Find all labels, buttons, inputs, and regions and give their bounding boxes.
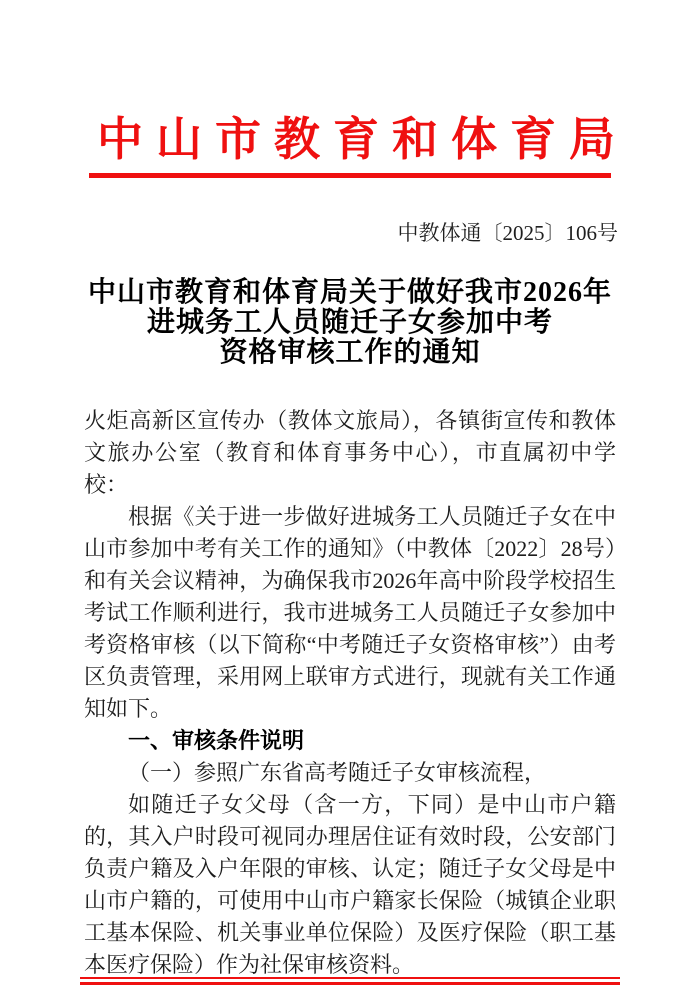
document-number: 中教体通〔2025〕106号 — [397, 221, 618, 245]
basis-paragraph: 根据《关于进一步做好进城务工人员随迁子女在中山市参加中考有关工作的通知》（中教体〔2022〕28号）和有关会议精神，为确保我市2026年高中阶段学校招生考试工作顺利进行，我市进城务工人员随迁子女参加中考资格审核（以下简称“中考随迁子女资格审核”）由考区负责管理，采用网上联审方式进行，现就有关工作通知如下。 — [84, 504, 616, 721]
letterhead-agency-name: 中山市教育和体育局 — [97, 114, 628, 165]
letterhead-divider-line — [89, 173, 611, 178]
section-1-heading: 一、审核条件说明 — [128, 728, 305, 753]
salutation-line: 火炬高新区宣传办（教体文旅局），各镇街宣传和教体文旅办公室（教育和体育事务中心），市直属初中学校： — [84, 408, 616, 497]
document-title-line-3: 资格审核工作的通知 — [219, 337, 481, 368]
document-title-line-1: 中山市教育和体育局关于做好我市2026年 — [87, 277, 612, 308]
document-title — [40, 278, 660, 368]
item-1-detail-paragraph: 如随迁子女父母（含一方，下同）是中山市户籍的，其入户时段可视同办理居住证有效时段，公安部门负责户籍及入户年限的审核、认定；随迁子女父母是中山市户籍的，可使用中山市户籍家长保险（城镇企业职工基本保险、机关事业单位保险）及医疗保险（职工基本医疗保险）作为社保审核资料。 — [84, 792, 616, 977]
document-title-line-2: 进城务工人员随迁子女参加中考 — [146, 307, 553, 338]
item-1-intro-paragraph: （一）参照广东省高考随迁子女审核流程， — [128, 760, 547, 785]
document-body — [84, 405, 616, 981]
